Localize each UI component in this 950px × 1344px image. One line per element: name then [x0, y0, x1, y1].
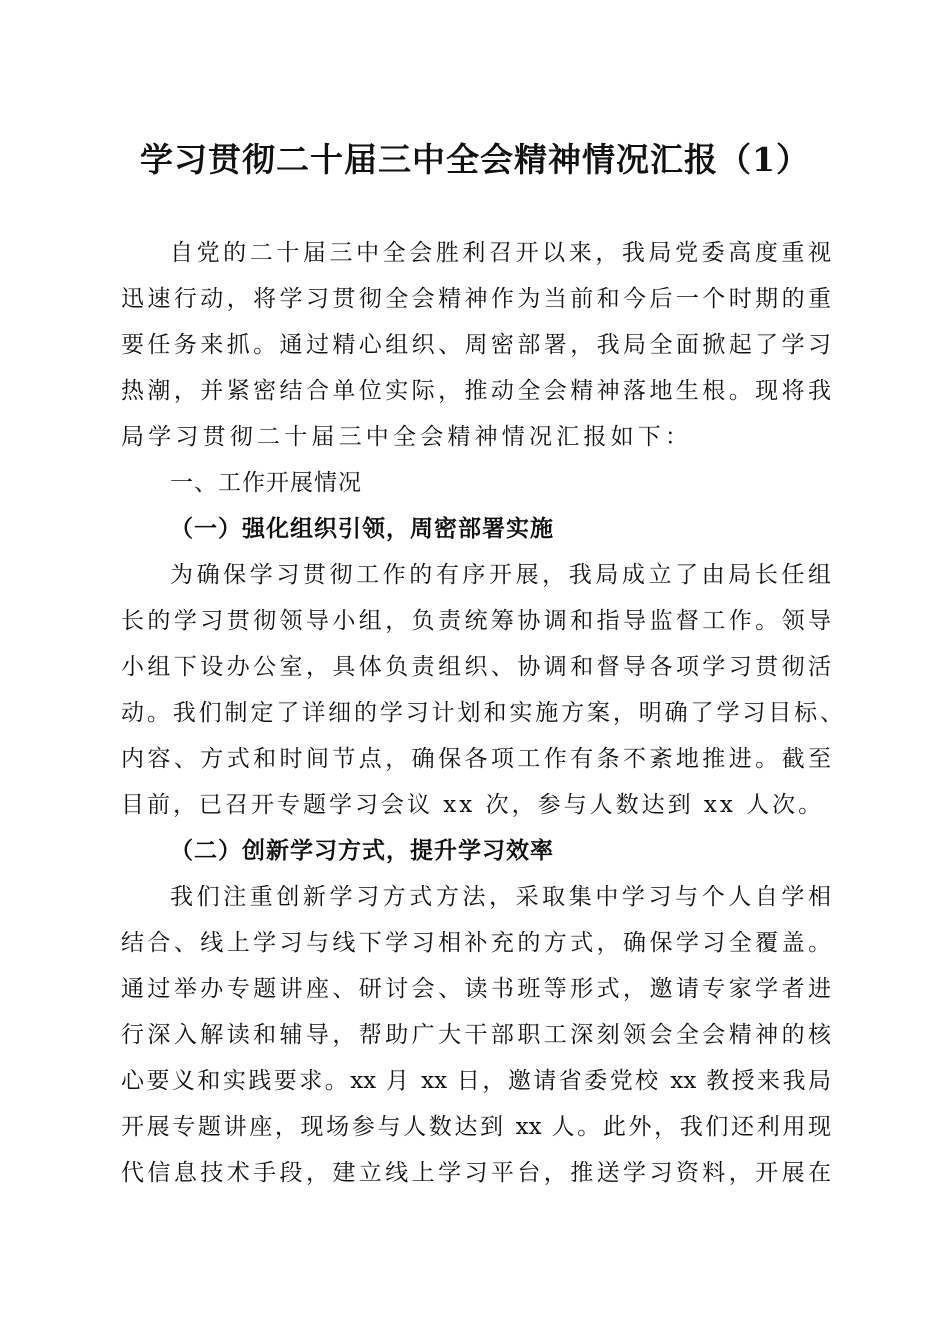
- sub2-line-2: 结合、线上学习与线下学习相补充的方式，确保学习全覆盖。: [121, 930, 831, 956]
- sub2-line-3: 通过举办专题讲座、研讨会、读书班等形式，邀请专家学者进: [121, 976, 831, 1002]
- sub1-line-5: 内容、方式和时间节点，确保各项工作有条不紊地推进。截至: [121, 746, 831, 772]
- sub2-line-5: 心要义和实践要求。xx 月 xx 日，邀请省委党校 xx 教授来我局: [121, 1068, 831, 1094]
- document-title: 学习贯彻二十届三中全会精神情况汇报（1）: [140, 140, 810, 179]
- sub2-line-7: 代信息技术手段，建立线上学习平台，推送学习资料，开展在: [121, 1160, 831, 1186]
- intro-line-3: 要任务来抓。通过精心组织、周密部署，我局全面掀起了学习: [121, 332, 831, 358]
- sub1-line-4: 动。我们制定了详细的学习计划和实施方案，明确了学习目标、: [121, 700, 843, 726]
- intro-line-2: 迅速行动，将学习贯彻全会精神作为当前和今后一个时期的重: [121, 286, 831, 312]
- sub2-line-1: 我们注重创新学习方式方法，采取集中学习与个人自学相: [170, 884, 831, 910]
- subsection-heading-1: （一）强化组织引领，周密部署实施: [170, 515, 554, 542]
- sub1-line-3: 小组下设办公室，具体负责组织、协调和督导各项学习贯彻活: [121, 654, 831, 680]
- section-heading-1: 一、工作开展情况: [170, 470, 362, 496]
- sub2-line-6: 开展专题讲座，现场参与人数达到 xx 人。此外，我们还利用现: [121, 1114, 831, 1140]
- sub1-line-6: 目前，已召开专题学习会议 xx 次，参与人数达到 xx 人次。: [121, 792, 825, 818]
- intro-line-4: 热潮，并紧密结合单位实际，推动全会精神落地生根。现将我: [121, 378, 831, 404]
- intro-line-5: 局学习贯彻二十届三中全会精神情况汇报如下：: [121, 424, 693, 450]
- sub1-line-1: 为确保学习贯彻工作的有序开展，我局成立了由局长任组: [170, 562, 831, 588]
- intro-line-1: 自党的二十届三中全会胜利召开以来，我局党委高度重视: [170, 240, 831, 266]
- sub2-line-4: 行深入解读和辅导，帮助广大干部职工深刻领会全会精神的核: [121, 1022, 831, 1048]
- subsection-heading-2: （二）创新学习方式，提升学习效率: [170, 837, 554, 864]
- sub1-line-2: 长的学习贯彻领导小组，负责统筹协调和指导监督工作。领导: [121, 608, 831, 634]
